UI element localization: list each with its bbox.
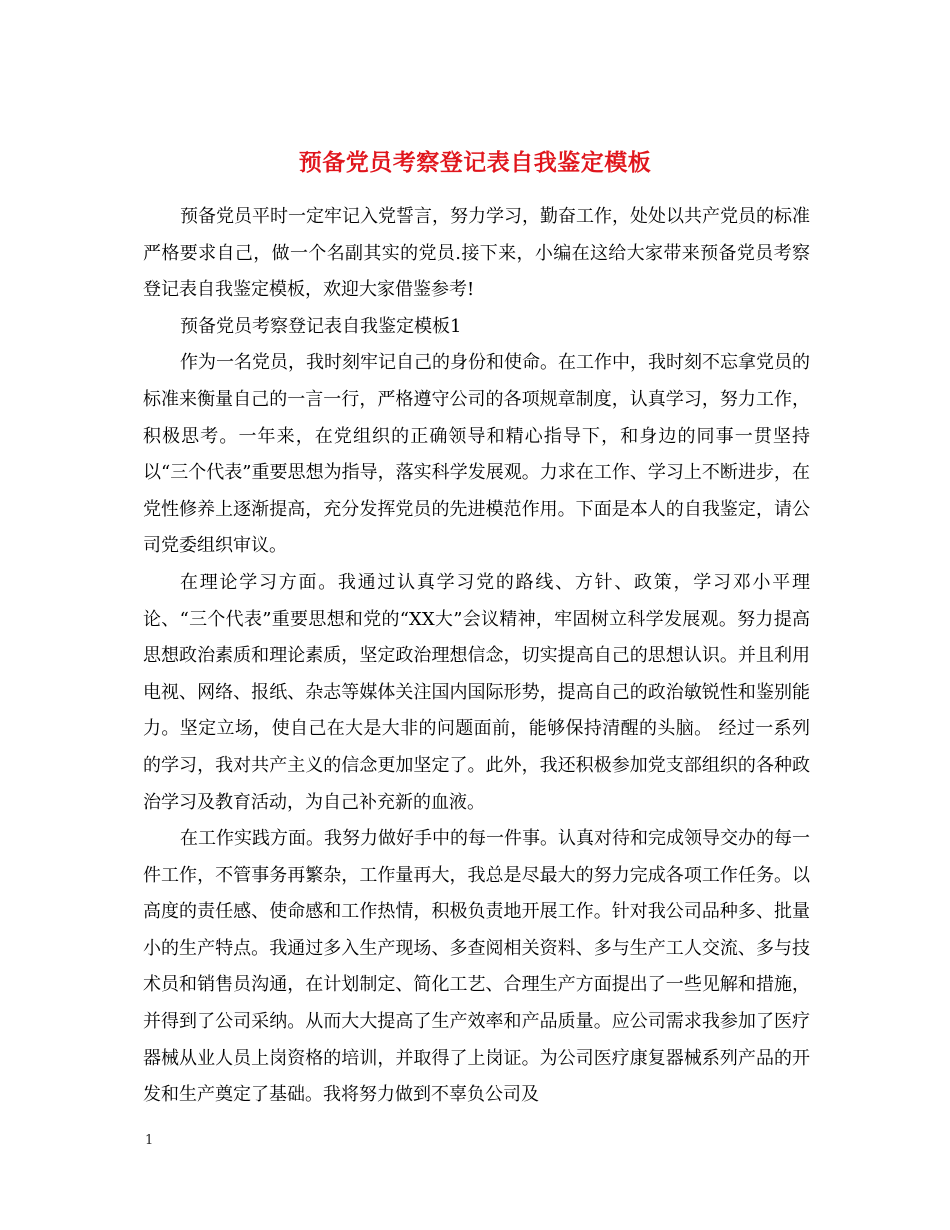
document-body: [143, 199, 810, 1114]
intro-paragraph: 预备党员平时一定牢记入党誓言，努力学习，勤奋工作，处处以共产党员的标准严格要求自己，做一个名副其实的党员.接下来，小编在这给大家带来预备党员考察登记表自我鉴定模板，欢迎大家借鉴参考!: [143, 206, 810, 301]
document-title: 预备党员考察登记表自我鉴定模板: [298, 149, 652, 177]
section-heading: 预备党员考察登记表自我鉴定模板1: [180, 315, 462, 337]
body-paragraph: 在工作实践方面。我努力做好手中的每一件事。认真对待和完成领导交办的每一件工作，不管事务再繁杂，工作量再大，我总是尽最大的努力完成各项工作任务。以高度的责任感、使命感和工作热情，积极负责地开展工作。针对我公司品种多、批量小的生产特点。我通过多入生产现场、多查阅相关资料、多与生产工人交流、多与技术员和销售员沟通，在计划制定、简化工艺、合理生产方面提出了一些见解和措施，并得到了公司采纳。从而大大提高了生产效率和产品质量。应公司需求我参加了医疗器械从业人员上岗资格的培训，并取得了上岗证。为公司医疗康复器械系列产品的开发和生产奠定了基础。我将努力做到不辜负公司及: [143, 828, 810, 1106]
page-number: 1: [145, 1133, 154, 1148]
body-paragraph: 在理论学习方面。我通过认真学习党的路线、方针、政策，学习邓小平理论、“三个代表”重要思想和党的“XX大”会议精神，牢固树立科学发展观。努力提高思想政治素质和理论素质，坚定政治理想信念，切实提高自己的思想认识。并且利用电视、网络、报纸、杂志等媒体关注国内国际形势，提高自己的政治敏锐性和鉴别能力。坚定立场，使自己在大是大非的问题面前，能够保持清醒的头脑。 经过一系列的学习，我对共产主义的信念更加坚定了。此外，我还积极参加党支部组织的各种政治学习及教育活动，为自己补充新的血液。: [143, 571, 810, 813]
body-paragraph: 作为一名党员，我时刻牢记自己的身份和使命。在工作中，我时刻不忘拿党员的标准来衡量自己的一言一行，严格遵守公司的各项规章制度，认真学习，努力工作，积极思考。一年来，在党组织的正确领导和精心指导下，和身边的同事一贯坚持以“三个代表”重要思想为指导，落实科学发展观。力求在工作、学习上不断进步，在党性修养上逐渐提高，充分发挥党员的先进模范作用。下面是本人的自我鉴定，请公司党委组织审议。: [143, 352, 810, 557]
